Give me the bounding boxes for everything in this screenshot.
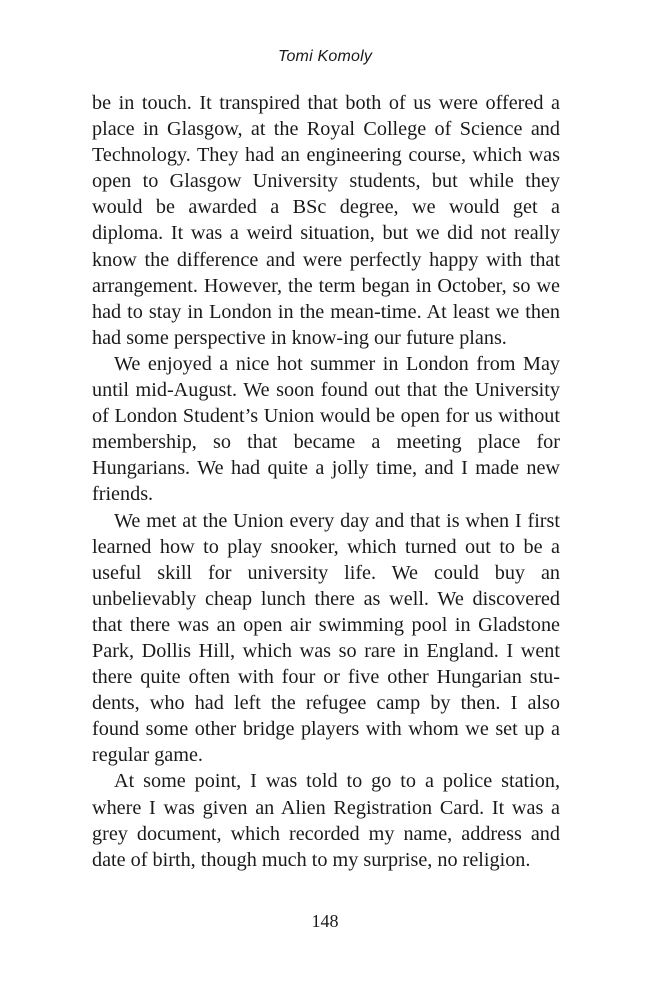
paragraph: We met at the Union every day and that is when I first learned how to play snooker, which turned out to be a useful skill for university life. We could buy an unbelievably cheap lunch there as well. We discovered that there was an open air swimming pool in Gladstone Park, Dollis Hill, which was so rare in England. I went there quite often with four or five other Hungarian stu-dents, who had left the refugee camp by then. I also found some other bridge players with whom we set up a regular game. — [92, 509, 560, 767]
page-number: 148 — [311, 911, 339, 931]
paragraph: be in touch. It transpired that both of us were offered a place in Glasgow, at the Royal College of Science and Technology. They had an engineering course, which was open to Glasgow University students, but while they would be awarded a BSc degree, we would get a diploma. It was a weird situation, but we did not really know the difference and were perfectly happy with that arrangement. However, the term began in October, so we had to stay in London in the mean-time. At least we then had some perspective in know-ing our future plans. — [92, 92, 560, 349]
paragraph: We enjoyed a nice hot summer in London from May until mid-August. We soon found out that the University of London Student’s Union would be open for us without membership, so that became a meeting place for Hungarians. We had quite a jolly time, and I made new friends. — [92, 352, 560, 506]
body-text — [92, 90, 560, 873]
running-head: Tomi Komoly — [277, 48, 373, 65]
paragraph: At some point, I was told to go to a police station, where I was given an Alien Registration Card. It was a grey document, which recorded my name, address and date of birth, though much to my surprise, no religion. — [92, 770, 560, 871]
